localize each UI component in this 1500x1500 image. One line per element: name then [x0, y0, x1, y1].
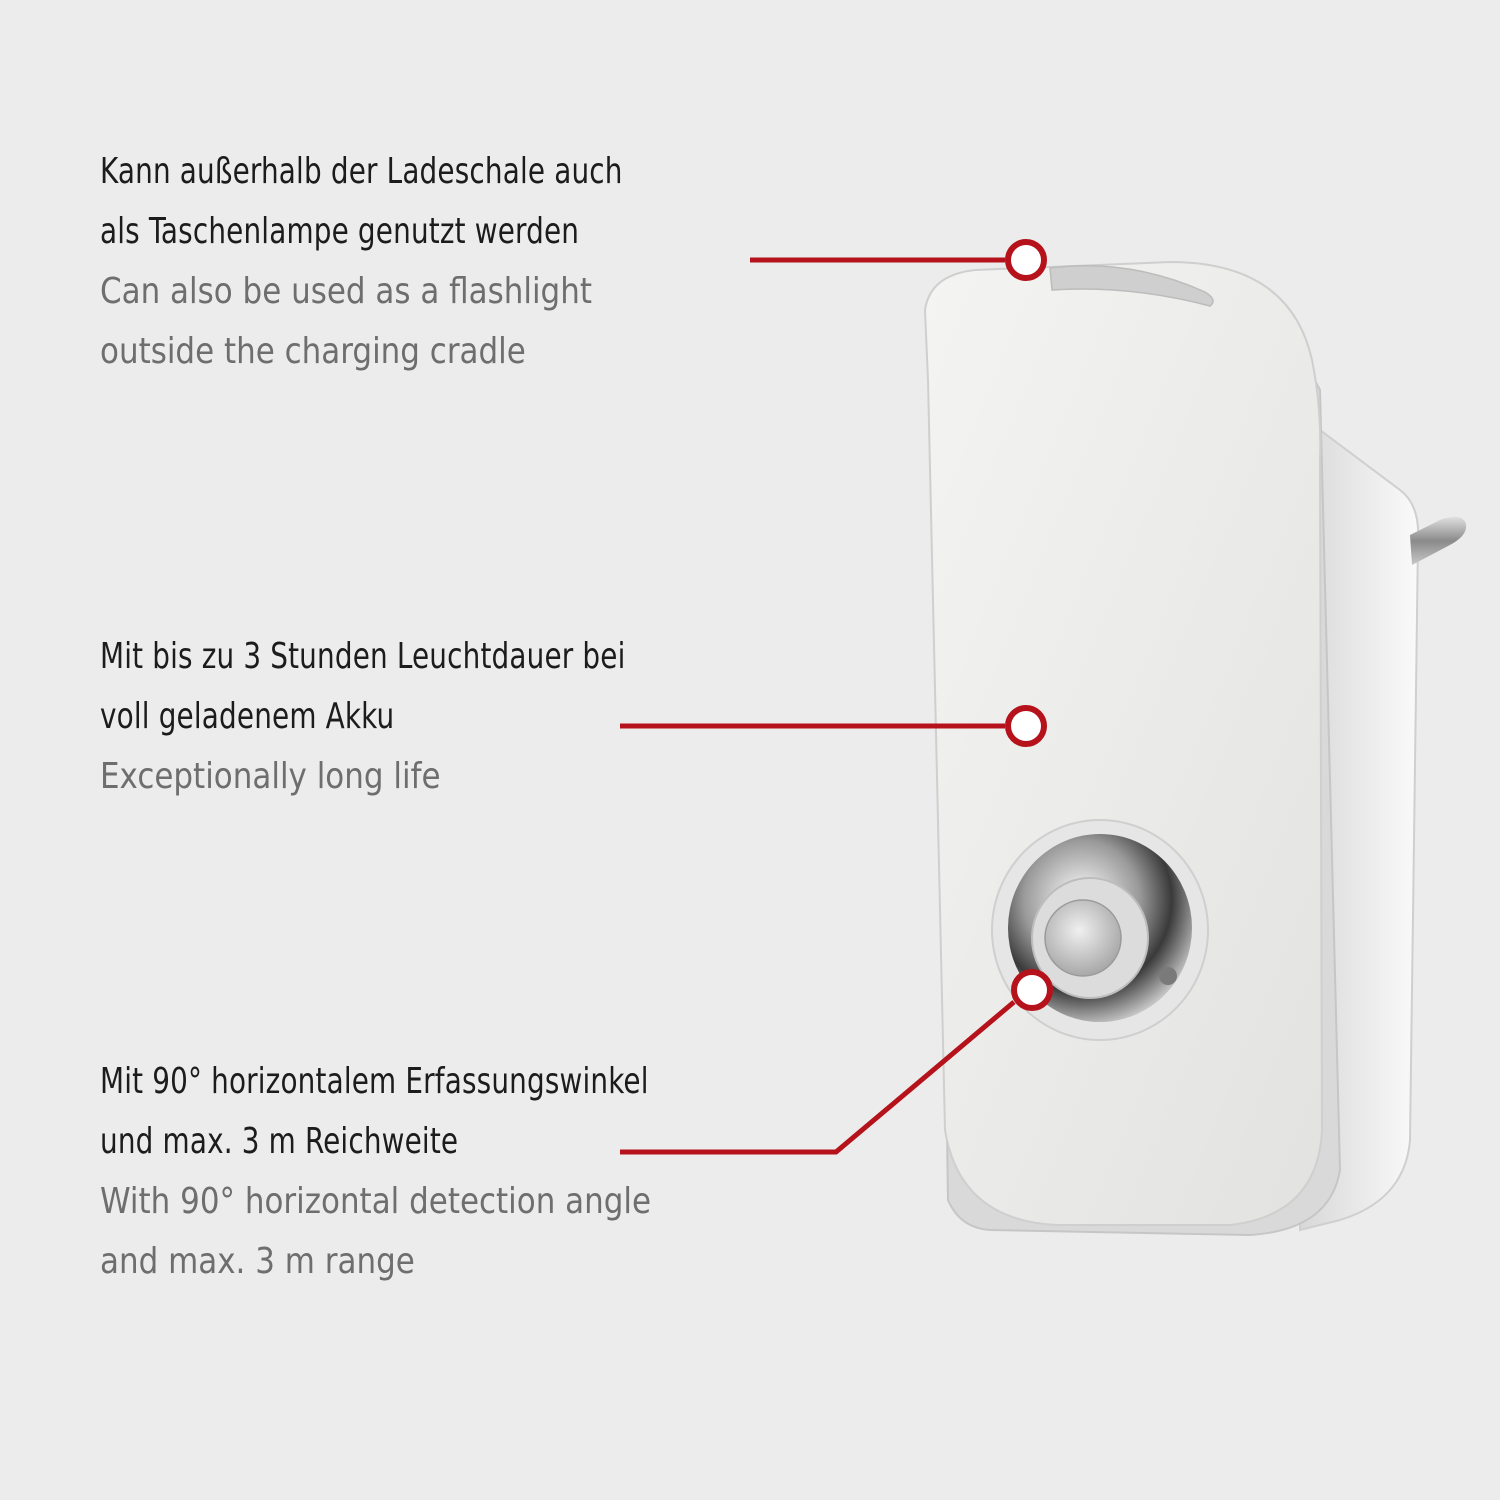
- callout-marker-icon: [1014, 972, 1050, 1008]
- callout-english-line: Exceptionally long life: [100, 756, 441, 797]
- callout-german-line: Kann außerhalb der Ladeschale auch: [100, 151, 623, 192]
- light-panel: [925, 262, 1322, 1225]
- callout-marker-icon: [1008, 242, 1044, 278]
- callout-english-line: Can also be used as a flashlight: [100, 271, 592, 312]
- callout-flashlight: [100, 142, 708, 382]
- callout-english-line: and max. 3 m range: [100, 1241, 415, 1282]
- callout-marker-icon: [1008, 708, 1044, 744]
- callout-english-line: outside the charging cradle: [100, 331, 526, 372]
- callout-english-line: With 90° horizontal detection angle: [100, 1181, 652, 1222]
- callout-motion-sensor: [100, 1052, 741, 1292]
- callout-battery-life: [100, 627, 711, 807]
- callout-german-line: als Taschenlampe genutzt werden: [100, 211, 580, 252]
- callout-german-line: und max. 3 m Reichweite: [100, 1121, 459, 1162]
- callout-german-line: voll geladenem Akku: [100, 696, 395, 737]
- callout-german-line: Mit bis zu 3 Stunden Leuchtdauer bei: [100, 636, 626, 677]
- callout-german-line: Mit 90° horizontalem Erfassungswinkel: [100, 1061, 649, 1102]
